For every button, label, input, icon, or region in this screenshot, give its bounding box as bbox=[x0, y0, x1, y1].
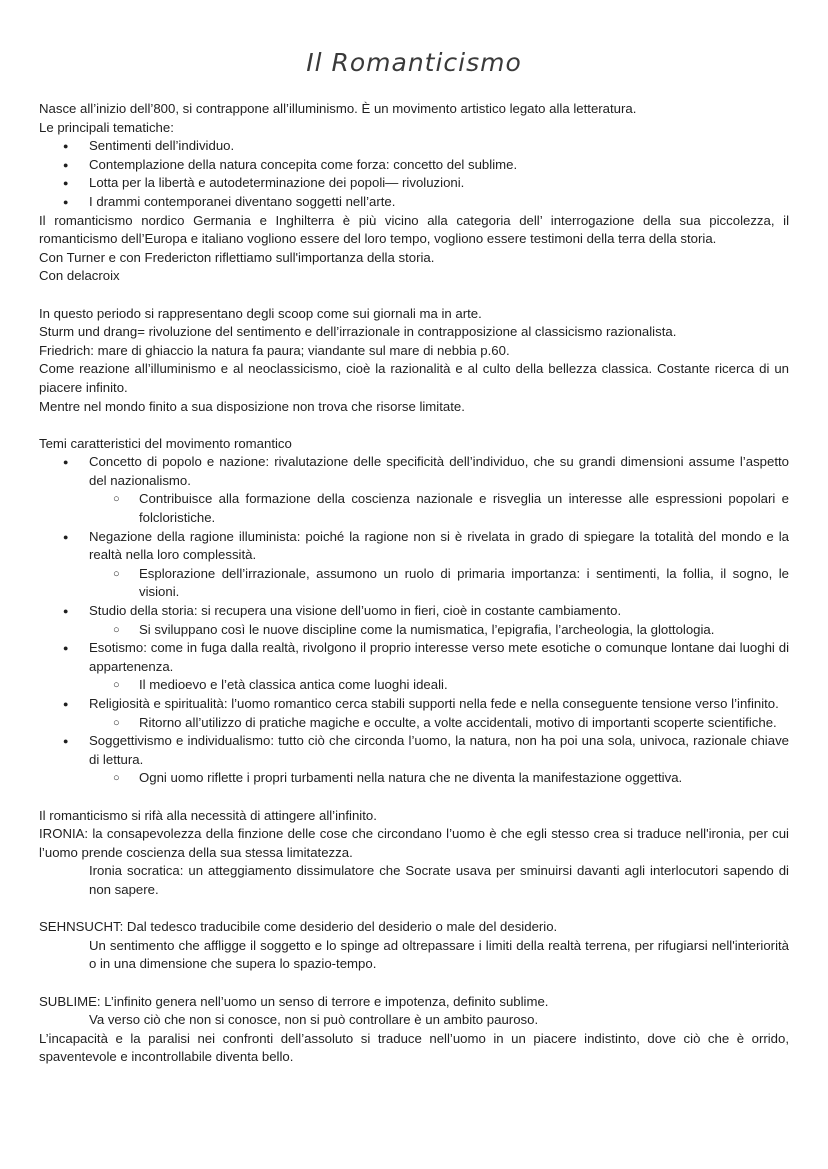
paragraph: Il romanticismo nordico Germania e Inghilterra è più vicino alla categoria dell’ interrogazione della sua piccolezza, il romanticismo dell’Europa e italiano vogliono essere del loro tempo, vogliono essere testimoni della terra della storia. bbox=[39, 212, 789, 247]
list-item-text: Concetto di popolo e nazione: rivalutazione delle specificità dell’individuo, che su grandi dimensioni assume l’aspetto del nazionalismo. bbox=[89, 454, 789, 488]
list-item-text: Negazione della ragione illuminista: poiché la ragione non si è rivelata in grado di spiegare la totalità del mondo e la realtà nella loro complessità. bbox=[89, 528, 789, 563]
list-item bbox=[39, 695, 789, 732]
list-item bbox=[39, 528, 789, 602]
intro-line: Le principali tematiche: bbox=[39, 119, 174, 135]
paragraph: In questo periodo si rappresentano degli scoop come sui giornali ma in arte. bbox=[39, 305, 482, 321]
paragraph: Mentre nel mondo finito a sua disposizione non trova che risorse limitate. bbox=[39, 398, 465, 414]
paragraph: SUBLIME: L’infinito genera nell’uomo un senso di terrore e impotenza, definito sublime. bbox=[39, 993, 549, 1009]
sub-list-item: ○ Ritorno all’utilizzo di pratiche magiche e occulte, a volte accidentali, motivo di importanti scoperte scientifiche. bbox=[39, 714, 789, 733]
paragraph: Sturm und drang= rivoluzione del sentimento e dell’irrazionale in contrapposizione al classicismo razionalista. bbox=[39, 324, 677, 340]
list-item bbox=[39, 639, 789, 695]
list-item bbox=[39, 453, 789, 527]
list-item bbox=[39, 602, 789, 639]
indented-paragraph: Un sentimento che affligge il soggetto e lo spinge ad oltrepassare i limiti della realtà terrena, per rifugiarsi nell'interiorità o in una dimensione che supera lo spazio-tempo. bbox=[89, 937, 789, 972]
paragraph: Con delacroix bbox=[39, 268, 120, 284]
sub-list-item: ○ Il medioevo e l’età classica antica come luoghi ideali. bbox=[39, 676, 789, 695]
list-item: ● Contemplazione della natura concepita come forza: concetto del sublime. bbox=[39, 156, 789, 175]
indented-paragraph: Ironia socratica: un atteggiamento dissimulatore che Socrate usava per sminuirsi davanti agli interlocutori sapendo di non sapere. bbox=[89, 863, 789, 897]
sub-list-item: ○ Esplorazione dell’irrazionale, assumono un ruolo di primaria importanza: i sentimenti, la follia, il sogno, le visioni. bbox=[39, 565, 789, 602]
list-item: ● Sentimenti dell’individuo. bbox=[39, 137, 789, 156]
page-title: Il Romanticismo bbox=[306, 48, 522, 77]
paragraph: Il romanticismo si rifà alla necessità di attingere all’infinito. bbox=[39, 807, 377, 823]
intro-line: Nasce all’inizio dell’800, si contrappone all’illuminismo. È un movimento artistico legato alla letteratura. bbox=[39, 101, 637, 116]
paragraph: Con Turner e con Fredericton riflettiamo sull'importanza della storia. bbox=[39, 249, 435, 265]
list-item: ● Lotta per la libertà e autodeterminazione dei popoli— rivoluzioni. bbox=[39, 174, 789, 193]
indented-paragraph: Va verso ciò che non si conosce, non si può controllare è un ambito pauroso. bbox=[89, 1012, 539, 1028]
section-heading: Temi caratteristici del movimento romantico bbox=[39, 435, 292, 451]
list-item: ● I drammi contemporanei diventano soggetti nell’arte. bbox=[39, 193, 789, 212]
temi-list bbox=[39, 453, 789, 788]
paragraph: IRONIA: la consapevolezza della finzione delle cose che circondano l’uomo è che egli stesso crea si traduce nell'ironia, per cui l’uomo prende coscienza della sua stessa limitatezza. bbox=[39, 826, 789, 860]
paragraph: Come reazione all’illuminismo e al neoclassicismo, cioè la razionalità e al culto della bellezza classica. Costante ricerca di un piacere infinito. bbox=[39, 361, 789, 395]
list-item-text: Religiosità e spiritualità: l’uomo romantico cerca stabili supporti nella fede e nella conseguente tensione verso l’infinito. bbox=[89, 696, 779, 711]
themes-list bbox=[39, 137, 789, 211]
paragraph: L’incapacità e la paralisi nei confronti dell’assoluto si traduce nell’uomo in un piacere indistinto, dove ciò che è orrido, spaventevole e incontrollabile diventa bello. bbox=[39, 1030, 789, 1065]
paragraph: Friedrich: mare di ghiaccio la natura fa paura; viandante sul mare di nebbia p.60. bbox=[39, 342, 510, 358]
sub-list-item: ○ Contribuisce alla formazione della coscienza nazionale e risveglia un interesse alle espressioni popolari e folcloristiche. bbox=[39, 490, 789, 527]
list-item-text: Esotismo: come in fuga dalla realtà, rivolgono il proprio interesse verso mete esotiche o comunque lontane dai luoghi di appartenenza. bbox=[89, 640, 789, 674]
list-item bbox=[39, 732, 789, 788]
document-page bbox=[39, 48, 789, 1067]
sub-list-item: ○ Si sviluppano così le nuove discipline come la numismatica, l’epigrafia, l’archeologia, la glottologia. bbox=[39, 621, 789, 640]
sub-list-item: ○ Ogni uomo riflette i propri turbamenti nella natura che ne diventa la manifestazione oggettiva. bbox=[39, 769, 789, 788]
list-item-text: Studio della storia: si recupera una visione dell’uomo in fieri, cioè in costante cambiamento. bbox=[89, 603, 622, 619]
list-item-text: Soggettivismo e individualismo: tutto ciò che circonda l’uomo, la natura, non ha poi una sola, univoca, razionale chiave di lettura. bbox=[89, 733, 789, 767]
paragraph: SEHNSUCHT: Dal tedesco traducibile come desiderio del desiderio o male del desiderio. bbox=[39, 919, 558, 935]
